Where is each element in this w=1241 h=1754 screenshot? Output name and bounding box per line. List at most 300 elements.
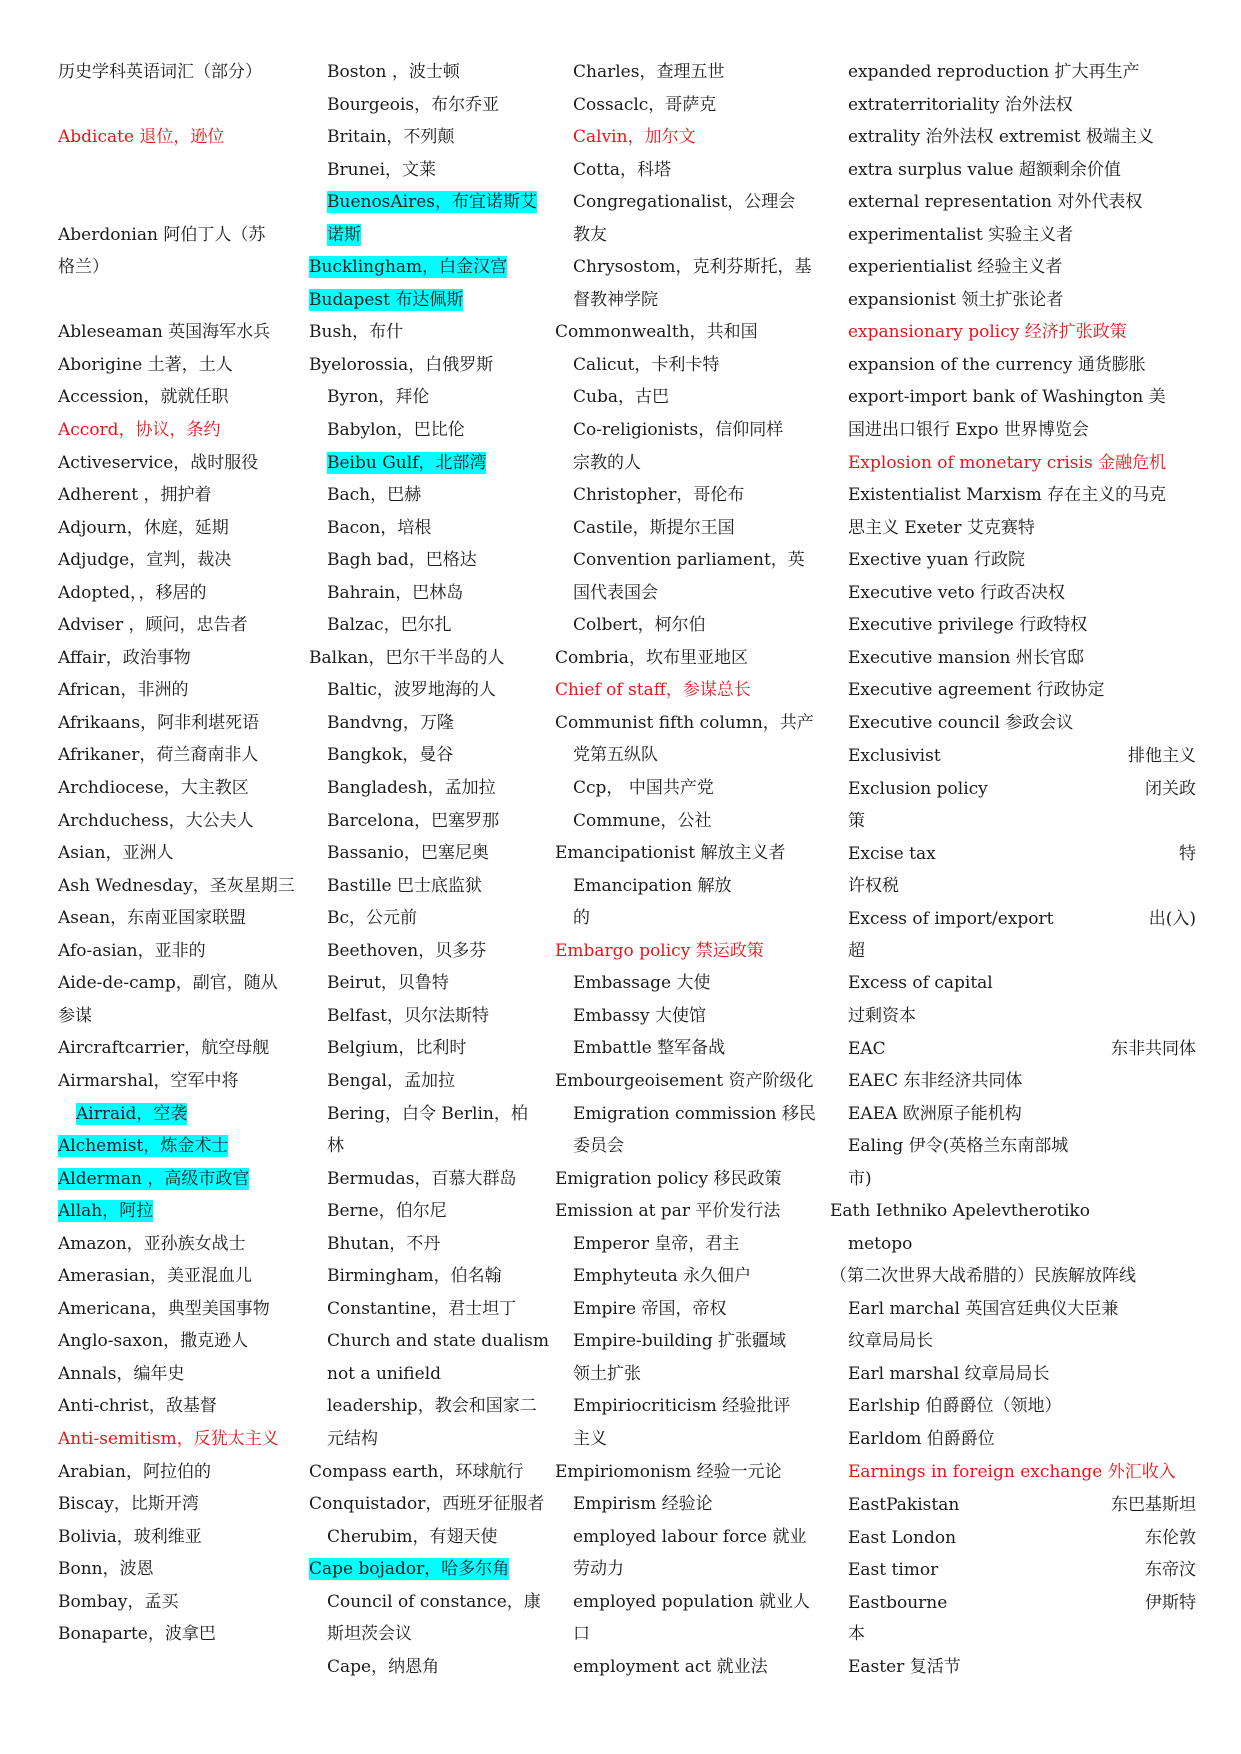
vocab-line bbox=[830, 1325, 1202, 1358]
column-3 bbox=[555, 56, 823, 1683]
vocab-line bbox=[58, 219, 296, 252]
vocab-text: 纹章局局长 bbox=[848, 1331, 933, 1352]
vocab-text: Bombay，孟买 bbox=[58, 1591, 179, 1612]
vocab-line bbox=[830, 1163, 1202, 1196]
vocab-line bbox=[555, 1032, 823, 1065]
vocab-text: Anti-christ，敌基督 bbox=[58, 1396, 217, 1417]
vocab-line bbox=[58, 284, 296, 317]
vocab-line bbox=[309, 1228, 552, 1261]
vocab-text: 历史学科英语词汇（部分） bbox=[58, 62, 262, 82]
vocab-text: 元结构 bbox=[327, 1428, 378, 1449]
vocab-text: 督教神学院 bbox=[573, 289, 658, 310]
vocab-text: 思主义 Exeter 艾克赛特 bbox=[848, 517, 1035, 538]
vocab-line bbox=[555, 902, 823, 935]
vocab-line bbox=[309, 56, 552, 89]
vocab-text: Emigration policy 移民政策 bbox=[555, 1168, 782, 1189]
vocab-line bbox=[309, 1032, 552, 1065]
vocab-text: Adjudge，宣判，裁决 bbox=[58, 550, 232, 571]
vocab-text: Aide-de-camp，副官，随从 bbox=[58, 973, 278, 994]
vocab-text: 劳动力 bbox=[573, 1559, 624, 1580]
vocab-line bbox=[309, 707, 552, 740]
vocab-text: Baltic，波罗地海的人 bbox=[327, 680, 496, 701]
vocab-line bbox=[309, 642, 552, 675]
vocab-text: 领土扩张 bbox=[573, 1363, 641, 1384]
vocab-line bbox=[309, 121, 552, 154]
vocab-text: Empirism 经验论 bbox=[573, 1494, 713, 1515]
vocab-text: 委员会 bbox=[573, 1136, 624, 1157]
vocab-translation: 出(入) bbox=[1148, 909, 1196, 930]
vocab-text: metopo bbox=[848, 1233, 913, 1254]
vocab-text: Britain，不列颠 bbox=[327, 127, 455, 148]
vocab-line bbox=[58, 1098, 296, 1131]
vocab-line bbox=[309, 935, 552, 968]
vocab-text: Aborigine 土著，土人 bbox=[58, 354, 233, 375]
vocab-line bbox=[58, 1553, 296, 1586]
vocab-line bbox=[309, 577, 552, 610]
vocab-text: 参谋 bbox=[58, 1005, 92, 1026]
vocab-line bbox=[58, 1293, 296, 1326]
vocab-text: Beethoven，贝多芬 bbox=[327, 940, 487, 961]
vocab-text: Easter 复活节 bbox=[848, 1656, 961, 1677]
vocab-line bbox=[555, 89, 823, 122]
vocab-text: Ash Wednesday，圣灰星期三 bbox=[58, 875, 295, 896]
vocab-line bbox=[830, 1488, 1202, 1521]
vocab-line bbox=[58, 414, 296, 447]
vocab-line bbox=[58, 251, 296, 284]
vocab-text: employment act 就业法 bbox=[573, 1656, 768, 1677]
vocab-line bbox=[309, 512, 552, 545]
vocab-line bbox=[309, 1618, 552, 1651]
vocab-line bbox=[58, 870, 296, 903]
vocab-translation: 伊斯特 bbox=[1145, 1592, 1196, 1613]
vocab-line bbox=[58, 1260, 296, 1293]
vocab-line bbox=[830, 837, 1202, 870]
vocab-line bbox=[555, 186, 823, 219]
vocab-text: 教友 bbox=[573, 224, 607, 245]
vocab-line bbox=[555, 577, 823, 610]
vocab-line bbox=[555, 707, 823, 740]
vocab-text: Executive mansion 州长官邸 bbox=[848, 647, 1084, 668]
vocab-line bbox=[555, 56, 823, 89]
vocab-line bbox=[555, 1651, 823, 1684]
vocab-line bbox=[555, 1456, 823, 1489]
vocab-text: Bangladesh，孟加拉 bbox=[327, 778, 496, 799]
vocab-text: Cossaclc，哥萨克 bbox=[573, 94, 717, 115]
vocab-text: Alderman ，高级市政官 bbox=[58, 1168, 250, 1189]
vocab-text: Emancipationist 解放主义者 bbox=[555, 843, 786, 864]
vocab-line bbox=[309, 219, 552, 252]
vocab-text: Bhutan，不丹 bbox=[327, 1233, 441, 1254]
vocab-line bbox=[555, 805, 823, 838]
vocab-line bbox=[830, 89, 1202, 122]
vocab-text: Asean，东南亚国家联盟 bbox=[58, 908, 247, 929]
vocab-line bbox=[830, 739, 1202, 772]
vocab-text: extraterritoriality 治外法权 bbox=[848, 94, 1073, 115]
vocab-line bbox=[555, 1358, 823, 1391]
vocab-text: Afrikaans，阿非利堪死语 bbox=[58, 712, 260, 733]
vocab-line bbox=[309, 1260, 552, 1293]
vocab-line bbox=[555, 967, 823, 1000]
vocab-text: Bandvng，万隆 bbox=[327, 712, 454, 733]
vocab-line bbox=[830, 512, 1202, 545]
vocab-text: Eastbourne bbox=[848, 1592, 948, 1613]
vocab-text: external representation 对外代表权 bbox=[848, 192, 1143, 213]
vocab-text: expansionary policy 经济扩张政策 bbox=[848, 322, 1127, 343]
vocab-text: Cotta，科塔 bbox=[573, 159, 672, 180]
vocab-text: EAEC 东非经济共同体 bbox=[848, 1070, 1023, 1091]
vocab-line bbox=[555, 284, 823, 317]
vocab-text: Executive veto 行政否决权 bbox=[848, 582, 1065, 603]
vocab-line bbox=[58, 1423, 296, 1456]
vocab-text: Accord，协议，条约 bbox=[58, 420, 221, 441]
vocab-line bbox=[830, 381, 1202, 414]
vocab-text: Christopher，哥伦布 bbox=[573, 485, 745, 506]
vocab-line bbox=[58, 707, 296, 740]
vocab-text: Beibu Gulf，北部湾 bbox=[327, 452, 487, 473]
vocab-text: Colbert，柯尔伯 bbox=[573, 615, 706, 636]
vocab-text: expanded reproduction 扩大再生产 bbox=[848, 62, 1140, 82]
vocab-text: EastPakistan bbox=[848, 1495, 960, 1516]
vocab-text: Byron，拜伦 bbox=[327, 387, 430, 408]
vocab-line bbox=[830, 1000, 1202, 1033]
vocab-line bbox=[830, 967, 1202, 1000]
vocab-line bbox=[309, 1521, 552, 1554]
vocab-line bbox=[830, 414, 1202, 447]
vocab-line bbox=[555, 447, 823, 480]
vocab-line bbox=[58, 1456, 296, 1489]
vocab-line bbox=[555, 1293, 823, 1326]
vocab-line bbox=[58, 1325, 296, 1358]
vocab-line bbox=[58, 577, 296, 610]
vocab-text: Bermudas，百慕大群岛 bbox=[327, 1168, 517, 1189]
vocab-line bbox=[58, 642, 296, 675]
vocab-line bbox=[830, 1390, 1202, 1423]
vocab-line bbox=[309, 544, 552, 577]
vocab-text: Embassy 大使馆 bbox=[573, 1005, 707, 1026]
vocab-text: Communist fifth column，共产 bbox=[555, 712, 814, 733]
vocab-text: experimentalist 实验主义者 bbox=[848, 224, 1074, 245]
vocab-line bbox=[58, 1618, 296, 1651]
vocab-text: Adopted，，移居的 bbox=[58, 582, 207, 603]
vocab-line bbox=[58, 1130, 296, 1163]
vocab-line bbox=[830, 349, 1202, 382]
vocab-line bbox=[58, 316, 296, 349]
vocab-line bbox=[830, 772, 1202, 805]
vocab-line bbox=[555, 1521, 823, 1554]
vocab-line bbox=[555, 1000, 823, 1033]
vocab-line bbox=[830, 707, 1202, 740]
vocab-translation: 东帝汶 bbox=[1145, 1560, 1196, 1581]
vocab-text: Amazon，亚孙族女战士 bbox=[58, 1233, 246, 1254]
vocab-text: EAEA 欧洲原子能机构 bbox=[848, 1103, 1022, 1124]
vocab-text: 斯坦茨会议 bbox=[327, 1624, 412, 1645]
vocab-text: Asian，亚洲人 bbox=[58, 843, 174, 864]
vocab-line bbox=[58, 544, 296, 577]
vocab-text: Bc，公元前 bbox=[327, 908, 418, 929]
vocab-line bbox=[555, 1586, 823, 1619]
vocab-line bbox=[309, 609, 552, 642]
vocab-text: Boston ，波士顿 bbox=[327, 62, 460, 82]
vocab-line bbox=[830, 1423, 1202, 1456]
vocab-text: 主义 bbox=[573, 1428, 607, 1449]
vocab-line bbox=[830, 1618, 1202, 1651]
column-1 bbox=[58, 56, 296, 1651]
vocab-line bbox=[58, 1488, 296, 1521]
vocab-line bbox=[555, 772, 823, 805]
vocab-text: Charles，查理五世 bbox=[573, 62, 725, 82]
vocab-line bbox=[830, 1228, 1202, 1261]
vocab-text: Birmingham，伯名翰 bbox=[327, 1266, 502, 1287]
vocab-line bbox=[58, 1163, 296, 1196]
vocab-text: Ableseaman 英国海军水兵 bbox=[58, 322, 271, 343]
vocab-line bbox=[555, 739, 823, 772]
vocab-text: （第二次世界大战希腊的）民族解放阵线 bbox=[830, 1266, 1136, 1287]
vocab-line bbox=[830, 902, 1202, 935]
vocab-text: Conquistador，西班牙征服者 bbox=[309, 1494, 545, 1515]
vocab-text: experientialist 经验主义者 bbox=[848, 257, 1063, 278]
vocab-text: Babylon，巴比伦 bbox=[327, 420, 465, 441]
vocab-text: Amerasian，美亚混血儿 bbox=[58, 1266, 252, 1287]
vocab-line bbox=[555, 674, 823, 707]
vocab-line bbox=[555, 1130, 823, 1163]
vocab-line bbox=[555, 1163, 823, 1196]
vocab-text: 林 bbox=[327, 1136, 344, 1157]
vocab-line bbox=[555, 642, 823, 675]
vocab-line bbox=[555, 1065, 823, 1098]
vocab-text: Balzac，巴尔扎 bbox=[327, 615, 452, 636]
vocab-line bbox=[555, 121, 823, 154]
vocab-line bbox=[555, 935, 823, 968]
vocab-text: Castile，斯提尔王国 bbox=[573, 517, 735, 538]
vocab-line bbox=[830, 1586, 1202, 1619]
vocab-line bbox=[58, 1032, 296, 1065]
vocab-line bbox=[58, 186, 296, 219]
vocab-text: Embattle 整军备战 bbox=[573, 1038, 726, 1059]
vocab-text: Archdiocese，大主教区 bbox=[58, 778, 249, 799]
vocab-text: Earl marshal 纹章局局长 bbox=[848, 1363, 1050, 1384]
vocab-line bbox=[309, 1423, 552, 1456]
vocab-text: Eath Iethniko Apelevtherotiko bbox=[830, 1201, 1090, 1222]
vocab-line bbox=[309, 154, 552, 187]
vocab-line bbox=[555, 316, 823, 349]
vocab-text: Emperor 皇帝，君主 bbox=[573, 1233, 740, 1254]
vocab-text: Congregationalist，公理会 bbox=[573, 192, 796, 213]
vocab-line bbox=[309, 902, 552, 935]
vocab-line bbox=[830, 1358, 1202, 1391]
vocab-text: Executive privilege 行政特权 bbox=[848, 615, 1088, 636]
vocab-text: Emigration commission 移民 bbox=[573, 1103, 816, 1124]
vocab-text: Convention parliament，英 bbox=[573, 550, 805, 571]
vocab-text: Exective yuan 行政院 bbox=[848, 550, 1025, 571]
vocab-text: Anti-semitism，反犹太主义 bbox=[58, 1428, 279, 1449]
vocab-text: Bush，布什 bbox=[309, 322, 404, 343]
vocab-text: Barcelona，巴塞罗那 bbox=[327, 810, 500, 831]
vocab-text: Budapest 布达佩斯 bbox=[309, 289, 464, 310]
vocab-text: 超 bbox=[848, 940, 865, 961]
vocab-text: Calvin，加尔文 bbox=[573, 127, 696, 148]
vocab-text: Cape，纳恩角 bbox=[327, 1656, 440, 1677]
vocab-line bbox=[555, 1488, 823, 1521]
vocab-text: Adherent ，拥护着 bbox=[58, 485, 212, 506]
vocab-line bbox=[309, 349, 552, 382]
vocab-line bbox=[555, 414, 823, 447]
vocab-text: Afrikaner，荷兰裔南非人 bbox=[58, 745, 259, 766]
vocab-line bbox=[58, 89, 296, 122]
vocab-text: Abdicate 退位，逊位 bbox=[58, 127, 225, 148]
vocab-line bbox=[555, 154, 823, 187]
vocab-text: Explosion of monetary crisis 金融危机 bbox=[848, 452, 1167, 473]
vocab-text: Earnings in foreign exchange 外汇收入 bbox=[848, 1461, 1176, 1482]
vocab-text: Allah，阿拉 bbox=[58, 1201, 154, 1222]
vocab-text: Beirut，贝鲁特 bbox=[327, 973, 449, 994]
vocab-text: Bahrain，巴林岛 bbox=[327, 582, 464, 603]
vocab-line bbox=[309, 479, 552, 512]
vocab-text: Ccp， 中国共产党 bbox=[573, 778, 714, 799]
vocab-line bbox=[555, 1260, 823, 1293]
vocab-line bbox=[830, 447, 1202, 480]
vocab-text: Calicut，卡利卡特 bbox=[573, 354, 720, 375]
vocab-line bbox=[309, 1098, 552, 1131]
vocab-line bbox=[58, 805, 296, 838]
vocab-translation: 东伦敦 bbox=[1145, 1527, 1196, 1548]
vocab-line bbox=[58, 1065, 296, 1098]
vocab-line bbox=[830, 935, 1202, 968]
vocab-text: 策 bbox=[848, 810, 865, 831]
vocab-line bbox=[830, 121, 1202, 154]
vocab-text: Empire-building 扩张疆域 bbox=[573, 1331, 787, 1352]
vocab-line bbox=[555, 1228, 823, 1261]
vocab-text: Belgium，比利时 bbox=[327, 1038, 467, 1059]
vocab-line bbox=[555, 1423, 823, 1456]
vocab-line bbox=[309, 1065, 552, 1098]
vocab-text: 格兰） bbox=[58, 257, 109, 278]
vocab-line bbox=[309, 316, 552, 349]
vocab-line bbox=[830, 642, 1202, 675]
vocab-line bbox=[58, 967, 296, 1000]
vocab-line bbox=[309, 1651, 552, 1684]
vocab-text: Bastille 巴士底监狱 bbox=[327, 875, 482, 896]
vocab-text: employed labour force 就业 bbox=[573, 1526, 807, 1547]
vocab-text: 本 bbox=[848, 1624, 865, 1645]
vocab-line bbox=[58, 1521, 296, 1554]
vocab-text: Annals，编年史 bbox=[58, 1363, 185, 1384]
vocab-text: Brunei，文莱 bbox=[327, 159, 437, 180]
vocab-text: Commune，公社 bbox=[573, 810, 712, 831]
vocab-text: Bonaparte，波拿巴 bbox=[58, 1624, 216, 1645]
vocab-line bbox=[555, 870, 823, 903]
vocab-text: Archduchess，大公夫人 bbox=[58, 810, 254, 831]
vocab-line bbox=[58, 674, 296, 707]
vocab-text: Empire 帝国，帝权 bbox=[573, 1298, 727, 1319]
vocab-text: Emission at par 平价发行法 bbox=[555, 1201, 781, 1222]
vocab-text: leadership，教会和国家二 bbox=[327, 1396, 537, 1417]
vocab-line bbox=[830, 674, 1202, 707]
vocab-text: Ealing 伊令(英格兰东南部城 bbox=[848, 1136, 1069, 1157]
vocab-text: Adjourn，休庭，延期 bbox=[58, 517, 229, 538]
vocab-line bbox=[58, 739, 296, 772]
vocab-text: 的 bbox=[573, 908, 590, 929]
column-4 bbox=[830, 56, 1202, 1683]
vocab-text: BuenosAires，布宜诺斯艾 bbox=[327, 192, 538, 213]
vocab-line bbox=[309, 284, 552, 317]
vocab-line bbox=[309, 837, 552, 870]
vocab-line bbox=[830, 1130, 1202, 1163]
vocab-line bbox=[555, 219, 823, 252]
vocab-translation: 东非共同体 bbox=[1111, 1039, 1196, 1060]
vocab-text: Earldom 伯爵爵位 bbox=[848, 1428, 995, 1449]
vocab-text: Earlship 伯爵爵位（领地） bbox=[848, 1396, 1062, 1417]
vocab-line bbox=[830, 1260, 1202, 1293]
vocab-text: Emancipation 解放 bbox=[573, 875, 732, 896]
vocab-text: Adviser ，顾问，忠告者 bbox=[58, 615, 248, 636]
vocab-text: Commonwealth，共和国 bbox=[555, 322, 758, 343]
vocab-line bbox=[309, 967, 552, 1000]
vocab-line bbox=[58, 837, 296, 870]
vocab-text: 口 bbox=[573, 1624, 590, 1645]
vocab-text: Constantine，君士坦丁 bbox=[327, 1298, 517, 1319]
vocab-text: Airmarshal，空军中将 bbox=[58, 1070, 239, 1091]
vocab-line bbox=[309, 1130, 552, 1163]
vocab-line bbox=[830, 1293, 1202, 1326]
vocab-line bbox=[58, 154, 296, 187]
vocab-line bbox=[309, 1293, 552, 1326]
vocab-line bbox=[58, 381, 296, 414]
vocab-text: Aircraftcarrier，航空母舰 bbox=[58, 1038, 270, 1059]
vocab-line bbox=[309, 739, 552, 772]
vocab-text: expansionist 领土扩张论者 bbox=[848, 289, 1064, 310]
vocab-text: East London bbox=[848, 1527, 957, 1548]
vocab-text: Embourgeoisement 资产阶级化 bbox=[555, 1070, 814, 1091]
vocab-line bbox=[58, 479, 296, 512]
vocab-line bbox=[309, 251, 552, 284]
vocab-text: Belfast，贝尔法斯特 bbox=[327, 1005, 489, 1026]
vocab-line bbox=[555, 609, 823, 642]
vocab-line bbox=[309, 1586, 552, 1619]
vocab-text: export-import bank of Washington 美 bbox=[848, 387, 1166, 408]
vocab-text: 过剩资本 bbox=[848, 1005, 916, 1026]
vocab-text: Anglo-saxon，撒克逊人 bbox=[58, 1331, 249, 1352]
vocab-line bbox=[830, 1032, 1202, 1065]
vocab-line bbox=[830, 186, 1202, 219]
vocab-line bbox=[309, 1488, 552, 1521]
vocab-line bbox=[555, 381, 823, 414]
vocab-text: Excise tax bbox=[848, 844, 936, 865]
vocab-text: Bucklingham，白金汉宫 bbox=[309, 257, 508, 278]
vocab-line bbox=[309, 805, 552, 838]
vocab-text: Cuba，古巴 bbox=[573, 387, 669, 408]
vocab-text: EAC bbox=[848, 1039, 886, 1060]
vocab-line bbox=[309, 186, 552, 219]
vocab-text: Combria，坎布里亚地区 bbox=[555, 647, 748, 668]
vocab-text: African，非洲的 bbox=[58, 680, 189, 701]
vocab-text: Empiriomonism 经验一元论 bbox=[555, 1461, 782, 1482]
vocab-line bbox=[309, 1163, 552, 1196]
vocab-line bbox=[555, 544, 823, 577]
vocab-line bbox=[309, 674, 552, 707]
vocab-line bbox=[58, 447, 296, 480]
vocab-text: Cherubim，有翅天使 bbox=[327, 1526, 498, 1547]
vocab-line bbox=[58, 772, 296, 805]
vocab-line bbox=[555, 1325, 823, 1358]
vocab-text: Council of constance，康 bbox=[327, 1591, 541, 1612]
vocab-text: Excess of import/export bbox=[848, 909, 1054, 930]
vocab-line bbox=[830, 870, 1202, 903]
vocab-line bbox=[309, 381, 552, 414]
vocab-text: Accession，就就任职 bbox=[58, 387, 229, 408]
vocab-text: Executive council 参政会议 bbox=[848, 712, 1074, 733]
vocab-text: 宗教的人 bbox=[573, 452, 641, 473]
vocab-text: Aberdonian 阿伯丁人（苏 bbox=[58, 224, 266, 245]
